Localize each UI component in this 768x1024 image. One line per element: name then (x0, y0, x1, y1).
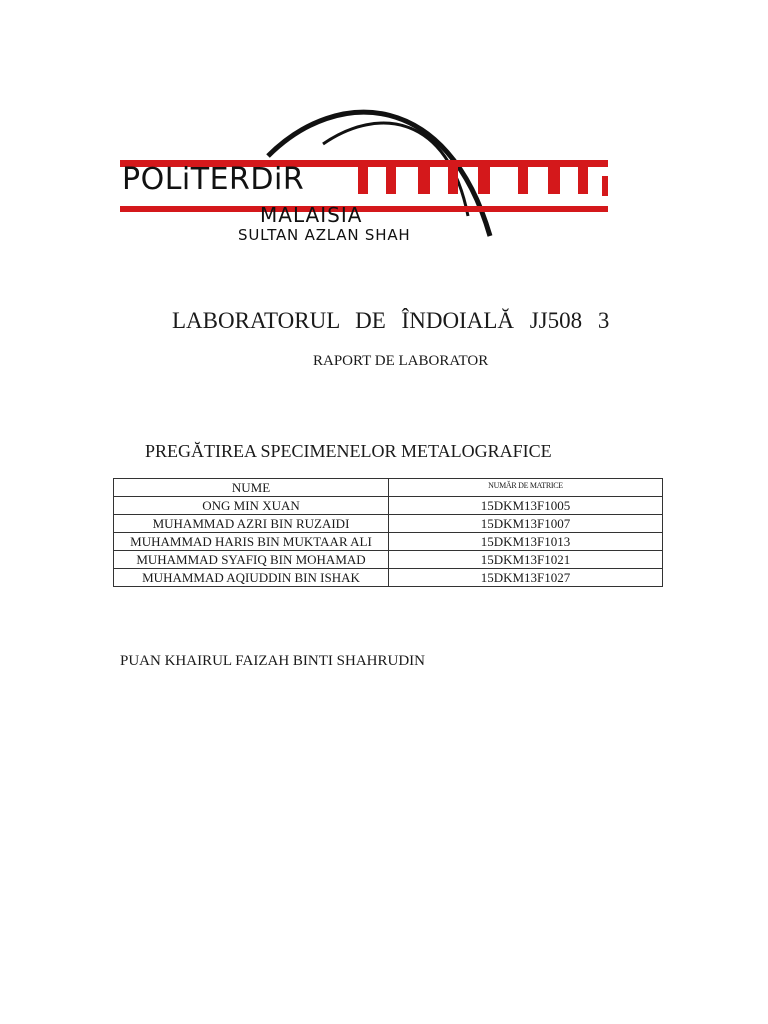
table-row (114, 551, 663, 569)
logo-campus: SULTAN AZLAN SHAH (238, 226, 411, 244)
institution-logo (118, 96, 618, 256)
logo-red-letter-block (358, 166, 368, 194)
section-heading: PREGĂTIREA SPECIMENELOR METALOGRAFICE (145, 441, 552, 461)
student-matric: 15DKM13F1027 (389, 569, 663, 587)
document-subtitle: RAPORT DE LABORATOR (313, 353, 489, 369)
student-matric: 15DKM13F1013 (389, 533, 663, 551)
table-row (114, 533, 663, 551)
logo-red-letter-block (478, 166, 490, 194)
student-matric: 15DKM13F1007 (389, 515, 663, 533)
table-row (114, 569, 663, 587)
logo-country: MALAISIA (260, 203, 363, 227)
logo-red-letter-block (548, 166, 560, 194)
logo-red-letter-block (448, 166, 458, 194)
column-header-matric: NUMĂR DE MATRICE (389, 479, 663, 497)
logo-red-letter-block (578, 166, 588, 194)
logo-red-letter-block (418, 166, 430, 194)
lecturer-name: PUAN KHAIRUL FAIZAH BINTI SHAHRUDIN (120, 653, 425, 669)
document-title: LABORATORUL DE ÎNDOIALĂ JJ508 3 (172, 308, 610, 333)
table-row (114, 497, 663, 515)
student-table (113, 478, 663, 587)
table-row (114, 515, 663, 533)
logo-red-band-bottom (120, 206, 608, 212)
student-name: MUHAMMAD HARIS BIN MUKTAAR ALI (114, 533, 389, 551)
logo-red-letter-block (518, 166, 528, 194)
student-name: MUHAMMAD AZRI BIN RUZAIDI (114, 515, 389, 533)
student-name: MUHAMMAD SYAFIQ BIN MOHAMAD (114, 551, 389, 569)
logo-wordmark: POLiTERDiR (122, 162, 305, 197)
logo-red-letter-block (386, 166, 396, 194)
student-matric: 15DKM13F1021 (389, 551, 663, 569)
student-name: ONG MIN XUAN (114, 497, 389, 515)
student-name: MUHAMMAD AQIUDDIN BIN ISHAK (114, 569, 389, 587)
logo-red-letter-block (602, 176, 608, 196)
student-matric: 15DKM13F1005 (389, 497, 663, 515)
column-header-name: NUME (114, 479, 389, 497)
table-header-row (114, 479, 663, 497)
